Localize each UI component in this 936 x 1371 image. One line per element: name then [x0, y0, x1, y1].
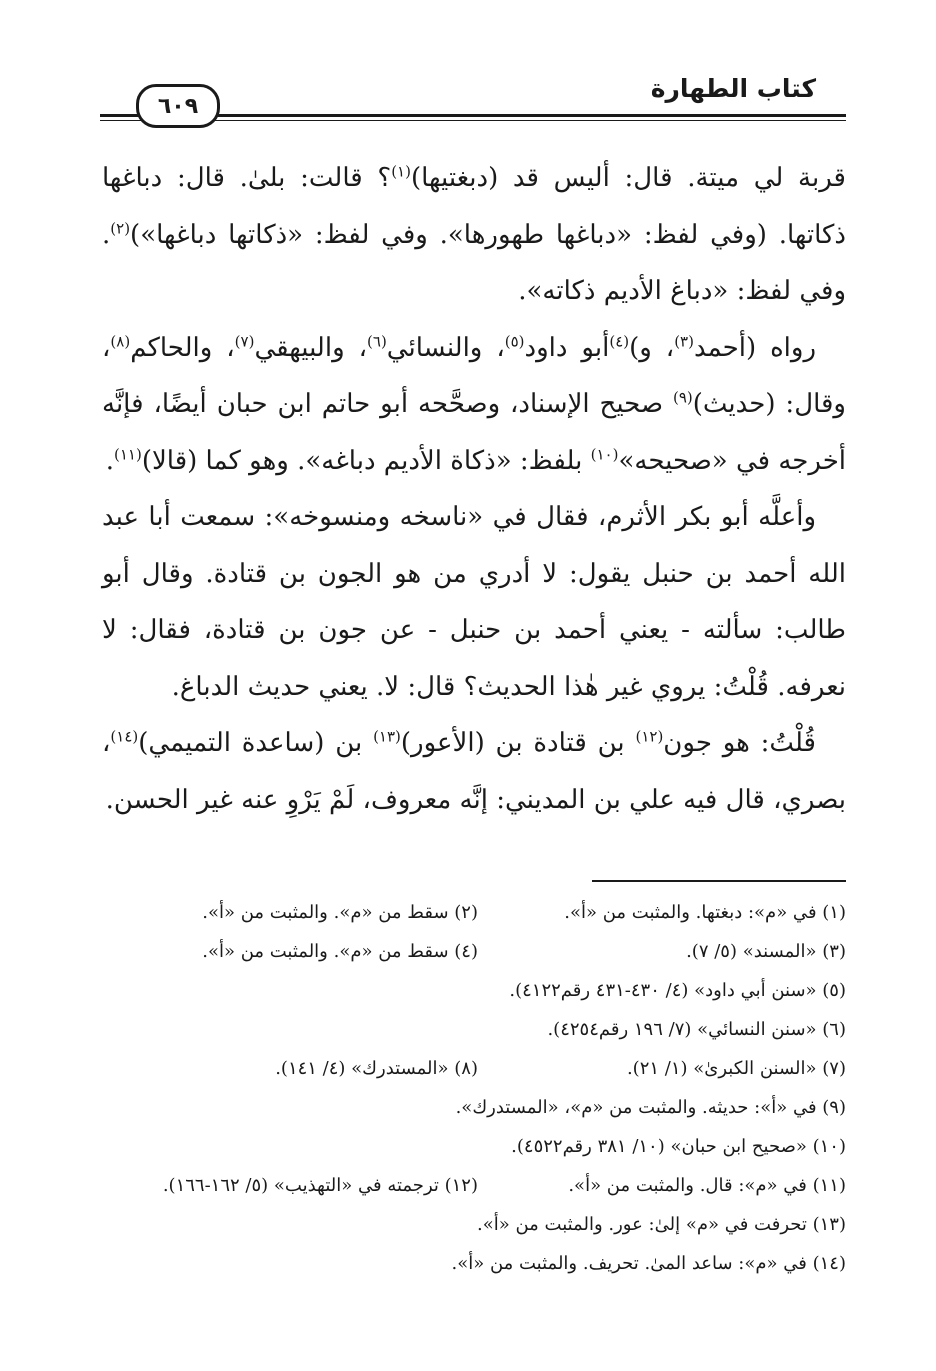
paragraph-3: وأعلَّه أبو بكر الأثرم، فقال في «ناسخه ومنسوخه»: سمعت أبا عبد الله أحمد بن حنبل يقول: لا أدري من هو الجون بن قتادة. وقال أبو طالب: سألته - يعني أحمد بن حنبل - عن جون بن قتادة، فقال: لا نعرفه. قُلْتُ: يروي غير هٰذا الحديث؟ قال: لا. يعني حديث الدباغ.	[102, 502, 846, 702]
footnote-8: (٨) «المستدرك» (٤/ ١٤١).	[275, 1058, 478, 1079]
footnote-row	[100, 1244, 846, 1283]
footnote-ref: (١٣)	[373, 727, 401, 746]
footnote-ref: (١٢)	[635, 727, 664, 746]
footnote-ref: (١)	[391, 162, 411, 181]
footnote-ref: (٣)	[674, 331, 694, 350]
footnote-row	[100, 932, 846, 971]
footnote-1: (١) في «م»: دبغتها. والمثبت من «أ».	[564, 902, 846, 923]
paragraph-2: رواه (أحمد$^{(٣)}$، و)$^{(٤)}$أبو داود$^{(٥)}$، والنسائي$^{(٦)}$، والبيهقي$^{(٧)}$، والحاكم$^{(٨)}$، وقال: (حديث)$^{(٩)}$ صحيح الإسناد، وصحَّحه أبو حاتم ابن حبان أيضًا، فإنَّه أخرجه في «صحيحه»$^{(١٠)}$ بلفظ: «ذكاة الأديم دباغه». وهو كما (قالا)$^{(١١)}$.	[102, 331, 846, 476]
footnote-ref: (٩)	[672, 388, 693, 407]
footnote-ref: (٤)	[609, 331, 630, 350]
footnote-5: (٥) «سنن أبي داود» (٤/ ٤٣٠-٤٣١ رقم٤١٢٢).	[509, 980, 846, 1001]
footnote-row	[100, 1205, 846, 1244]
footnote-10: (١٠) «صحيح ابن حبان» (١٠/ ٣٨١ رقم٤٥٢٢).	[511, 1136, 846, 1157]
footnote-13: (١٣) تحرفت في «م» إلىٰ: عور. والمثبت من «أ».	[476, 1214, 846, 1235]
paragraph-1: قربة لي ميتة. قال: أليس قد (دبغتيها)$^{(١)}$؟ قالت: بلىٰ. قال: دباغها ذكاتها. (وفي لفظ: «دباغها طهورها». وفي لفظ: «ذكاتها دباغها»)$^{(٢)}$. وفي لفظ: «دباغ الأديم ذكاته».	[102, 162, 846, 306]
footnote-3: (٣) «المسند» (٥/ ٧).	[686, 941, 846, 962]
footnotes	[100, 893, 846, 1283]
main-text	[102, 150, 846, 828]
footnote-6: (٦) «سنن النسائي» (٧/ ١٩٦ رقم٤٢٥٤).	[547, 1019, 846, 1040]
book-title: كتاب الطهارة	[650, 74, 816, 103]
footnote-ref: (٧)	[234, 331, 255, 350]
footnote-ref: (٢)	[110, 218, 131, 237]
footnote-14: (١٤) في «م»: ساعد المىٰ. تحريف. والمثبت من «أ».	[451, 1253, 846, 1274]
footnote-row	[100, 893, 846, 932]
footnote-ref: (١١)	[113, 444, 142, 463]
footnote-row	[100, 1088, 846, 1127]
paragraph-4: قُلْتُ: هو جون$^{(١٢)}$ بن قتادة بن (الأعور)$^{(١٣)}$ بن (ساعدة التميمي)$^{(١٤)}$، بصري، قال فيه علي بن المديني: إنَّه معروف، لَمْ يَرْوِ عنه غير الحسن.	[102, 727, 846, 815]
footnote-9: (٩) في «أ»: حديثه. والمثبت من «م»، «المستدرك».	[455, 1097, 846, 1118]
footnote-11: (١١) في «م»: قال. والمثبت من «أ».	[568, 1175, 846, 1196]
footnote-ref: (٨)	[110, 331, 131, 350]
footnote-ref: (١٤)	[110, 727, 139, 746]
footnote-2: (٢) سقط من «م». والمثبت من «أ».	[202, 902, 478, 923]
footnote-row	[100, 1049, 846, 1088]
footnote-row	[100, 1010, 846, 1049]
footnote-ref: (١٠)	[590, 444, 619, 463]
page-number: ٦٠٩	[136, 84, 220, 128]
footnote-4: (٤) سقط من «م». والمثبت من «أ».	[202, 941, 478, 962]
footnote-7: (٧) «السنن الكبرىٰ» (١/ ٢١).	[626, 1058, 846, 1079]
footnote-separator	[592, 880, 846, 882]
footnote-row	[100, 1127, 846, 1166]
footnote-12: (١٢) ترجمته في «التهذيب» (٥/ ١٦٢-١٦٦).	[162, 1175, 478, 1196]
footnote-ref: (٥)	[504, 331, 525, 350]
footnote-ref: (٦)	[367, 331, 387, 350]
footnote-row	[100, 971, 846, 1010]
footnote-row	[100, 1166, 846, 1205]
